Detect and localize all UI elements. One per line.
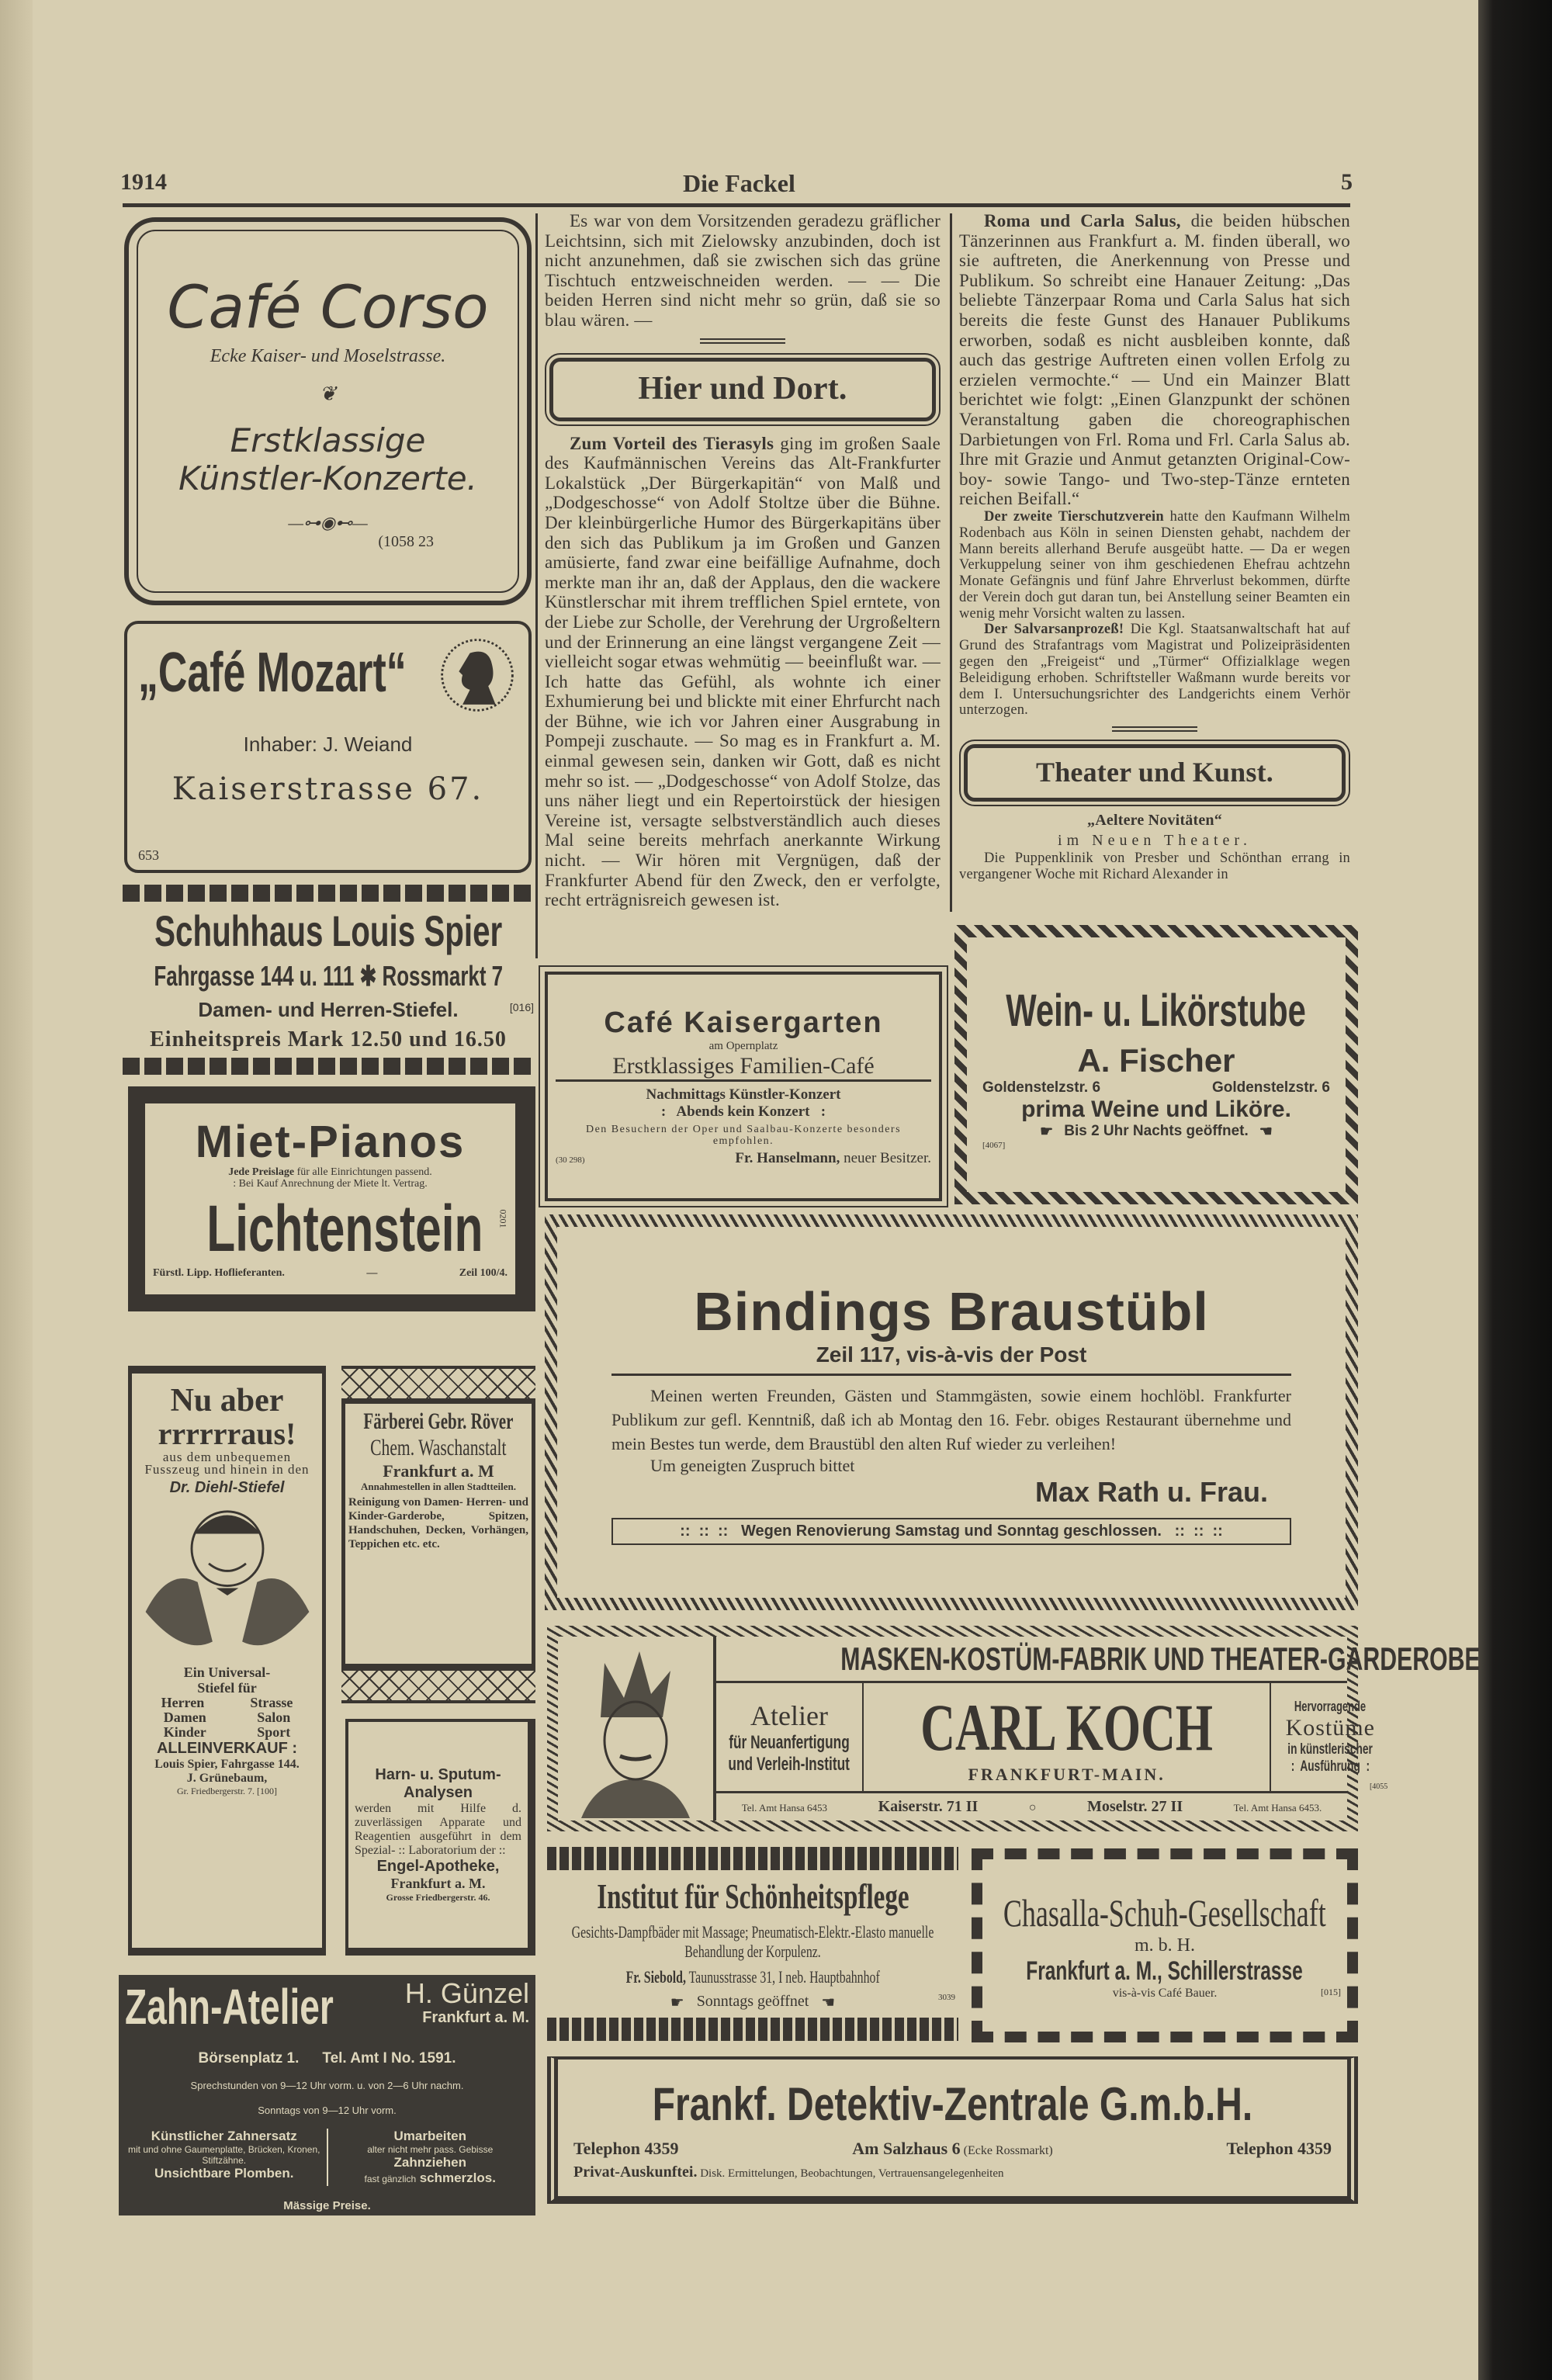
ad-text: Künstler-Konzerte.: [178, 459, 477, 497]
ad-notice: :: :: :: Wegen Renovierung Samstag und Sonntag geschlossen. :: :: ::: [611, 1518, 1291, 1545]
ad-seller: Louis Spier, Fahrgasse 144.: [154, 1758, 300, 1771]
article-body: ging im großen Saale des Kaufmännischen Vereins das Alt-Frankfurter Lokalstück „Der Bürgerkapitän“ von Malß und „Dodgeschosse“ von Adolf Stoltze über die Bühne. Der kleinbürgerliche Humor des Bürgerkapitäns über den sich das Publikum ja im Großen und Ganzen amüsierte, fand zwar eine beifällige Aufnahme, doch merkte man ihr an, daß der Applaus, den die wackere Künstlerschar mit ihrem trefflichen Spiel erntete, von der Liebe zur Scholle, der Verehrung der Urgroßeltern und der Erinnerung an eine längst vergangene Zeit — vielleicht sogar etwas wehmütig — beeinflußt war. — Ich hatte das Gefühl, als wohnte ich einer Exhumierung bei und blickte mit einer Ehrfurcht nach der Bühne, wie ich vor Jahren einer Ausgrabung in Pompeji zuschaute. — So mag es in Frankfurt a. M. einmal gewesen sein, danken wir Gott, daß es nicht mehr so ist. — „Dodgeschosse“ von Adolf Stolze, das uns näher liegt und ein Repertoirstück der hiesigen Vereine ist, versagte selbstverständlich auch dieses Mal seine bereits mehrfach anerkannte Wirkung nicht. — Wir hören mit Vergnügen, daß der Frankfurter Abend für den Zweck, den er verfolgte, recht erträgnisreich gewesen ist.: [545, 433, 941, 910]
ad-address: Zeil 117, vis-à-vis der Post: [611, 1342, 1291, 1376]
ad-title: Chasalla-Schuh-Gesellschaft: [1003, 1891, 1326, 1935]
ad-title: Bindings Braustübl: [694, 1280, 1209, 1342]
ad-address: Frankfurt a. M., Schillerstrasse: [1026, 1956, 1304, 1986]
ad-address: Kaiserstrasse 67.: [171, 771, 484, 807]
ad-text: Disk. Ermittelungen, Beobachtungen, Vertrauensangelegenheiten: [697, 2167, 1004, 2180]
ad-footer: Mässige Preise.: [283, 2198, 371, 2212]
ad-phone: Tel. Amt Hansa 6453: [741, 1802, 828, 1814]
ad-address: Fahrgasse 144 u. 111 ✱ Rossmarkt 7: [154, 960, 503, 993]
ad-address: Goldenstelzstr. 6: [1211, 1079, 1330, 1096]
ad-text: : Abends kein Konzert :: [660, 1103, 826, 1120]
ad-code: (1058 23: [378, 532, 434, 550]
divider: [700, 338, 785, 344]
ad-title: Café Corso: [167, 272, 489, 341]
ad-address: Goldenstelzstr. 6: [982, 1079, 1101, 1096]
ad-address: Am Salzhaus 6: [852, 2138, 961, 2158]
ad-text: Erstklassige: [230, 421, 426, 459]
border-strip: [547, 2018, 958, 2041]
ad-hours: Sonntags von 9—12 Uhr vorm.: [258, 2104, 397, 2116]
ad-city: Frankfurt a. M.: [422, 2009, 529, 2026]
ad-text: schmerzlos.: [419, 2170, 496, 2186]
ad-hours: Sonntags geöffnet: [696, 1992, 809, 2010]
intro-paragraph: Es war von dem Vorsitzenden geradezu gräflicher Leichtsinn, sich mit Zielowsky anzubinden, doch ist nicht anzunehmen, daß sie zwischen sich das grüne Tischtuch entzweischneiden werden. — — Die beiden Herren sind nicht mehr so grün, daß sie so blau wären. —: [545, 211, 941, 330]
ad-owner: Inhaber: J. Weiand: [243, 733, 413, 756]
ad-owner: Fr. Siebold,: [625, 1966, 686, 1987]
ad-hours: Bis 2 Uhr Nachts geöffnet.: [1064, 1123, 1249, 1139]
ad-text: : Ausführung :: [1290, 1758, 1370, 1775]
article-body: Die Kgl. Staatsanwaltschaft hat auf Grund des Strafantrags vom Magistrat und Polizeipräsidenten gegen den „Freigeist“ und „Türmer“ Offizialklage wegen Beleidigung erhoben. Schriftsteller Waßmann wurde bereits vor dem I. Untersuchungsrichter des Landgerichts einem Verhör unterzogen.: [959, 622, 1350, 719]
ad-owner: A. Fischer: [1077, 1041, 1235, 1079]
ad-address: Grosse Friedbergerstr. 46.: [386, 1892, 490, 1903]
ad-price: Einheitspreis Mark 12.50 und 16.50: [150, 1027, 507, 1051]
ad-text: alter nicht mehr pass. Gebisse: [367, 2144, 494, 2156]
cartoon-man-with-boots-illustration: [138, 1497, 317, 1660]
article-lead: Der zweite Tierschutzverein: [984, 508, 1164, 525]
ad-text: und Verleih-Institut: [728, 1753, 850, 1775]
ad-text: Meinen werten Freunden, Gästen und Stammgästen, sowie einem hochlöbl. Frankfurter Publikum zur gefl. Kenntniß, daß ich ab Montag den 16. Febr. obiges Restaurant übernehme und mein Bestes tun werde, dem Braustübl den alten Ruf wieder zu verleihen!: [611, 1385, 1291, 1453]
ad-brand: Lichtenstein: [206, 1192, 483, 1265]
pointing-hand-right-icon: ☛: [1040, 1123, 1054, 1140]
ad-detektiv-zentrale: [547, 2056, 1358, 2204]
ad-phone: Telephon 4359: [1226, 2138, 1332, 2158]
ad-text: fast gänzlich: [364, 2174, 417, 2185]
ornament-icon: ❦: [319, 382, 337, 405]
ad-text: Reinigung von Damen- Herren- und Kinder-Garderobe, Spitzen, Handschuhen, Decken, Vorhängen, Teppichen etc. etc.: [348, 1496, 528, 1550]
ad-code: 3039: [938, 1992, 955, 2002]
ad-title: Färberei Gebr. Röver: [363, 1408, 514, 1434]
grid-cell: Strasse: [250, 1695, 293, 1710]
page-gutter: [0, 0, 33, 2380]
ad-text: Annahmestellen in allen Stadtteilen.: [360, 1481, 517, 1492]
ad-text: Hervorragende: [1294, 1699, 1367, 1714]
ad-likoerstube-fischer: [954, 925, 1358, 1204]
ad-text: —: [366, 1267, 378, 1279]
ad-text: Unsichtbare Plomben.: [154, 2166, 294, 2181]
ad-text: Nachmittags Künstler-Konzert: [646, 1086, 841, 1103]
section-title: Theater und Kunst.: [1035, 757, 1273, 788]
ad-miet-pianos: [128, 1086, 535, 1311]
article-salvarsan: [959, 622, 1350, 719]
section-title: Hier und Dort.: [638, 370, 847, 407]
ad-address: Moselstr. 27 II: [1086, 1798, 1183, 1815]
grid-cell: Herren: [161, 1695, 205, 1710]
ad-text: Fürstl. Lipp. Hoflieferanten.: [153, 1267, 285, 1279]
theater-body: Die Puppenklinik von Presber und Schönthan errang in vergangener Woche mit Richard Alexander in: [959, 850, 1350, 883]
right-column: [959, 211, 1350, 883]
ad-title: Wein- u. Likörstube: [1006, 985, 1307, 1036]
ad-phone: Tel. Amt Hansa 6453.: [1233, 1802, 1322, 1814]
ad-cafe-corso: [124, 217, 532, 605]
ad-code: [4055: [1369, 1782, 1388, 1791]
ad-owner: Fr. Hanselmann,: [735, 1149, 840, 1166]
ad-code: (30 298): [556, 1155, 585, 1165]
header-page-number: 5: [1341, 169, 1353, 195]
header-title: Die Fackel: [683, 169, 795, 197]
ad-text: : Bei Kauf Anrechnung der Miete lt. Vertrag.: [233, 1178, 428, 1190]
article-salus: [959, 211, 1350, 509]
grid-cell: Sport: [257, 1724, 291, 1740]
article-tierschutz: [959, 509, 1350, 622]
ad-text: mit und ohne Gaumenplatte, Brücken, Kronen, Stiftzähne.: [128, 2144, 320, 2167]
ad-schuhhaus-spier: [123, 885, 534, 1075]
ad-location: am Opernplatz: [708, 1039, 778, 1052]
ad-city: Frankfurt a. M: [383, 1461, 494, 1481]
article-tierasyl: [545, 434, 941, 910]
ad-subtitle: Chem. Waschanstalt: [370, 1435, 507, 1460]
ad-address: Taunusstrasse 31, I neb. Hauptbahnhof: [685, 1966, 880, 1987]
ad-text: Ein Universal-: [183, 1665, 271, 1680]
book-binding: [1478, 0, 1552, 2380]
ad-text: Gesichts-Dampfbäder mit Massage; Pneumatisch-Elektr.-Elasto manuelle Behandlung der Korpulenz.: [571, 1922, 934, 1962]
ad-code: [015]: [1321, 1987, 1341, 1997]
decorative-band: [341, 1366, 535, 1401]
ad-title: Harn- u. Sputum-: [375, 1766, 501, 1783]
mozart-portrait-icon: [437, 635, 518, 715]
ad-chasalla-schuh: [972, 1848, 1358, 2042]
grid-cell: Salon: [257, 1710, 291, 1725]
ad-title: Schuhhaus Louis Spier: [154, 906, 503, 956]
border-strip: [123, 885, 534, 902]
ad-cafe-mozart: [124, 621, 532, 873]
article-lead: Roma und Carla Salus,: [984, 211, 1181, 230]
ad-carl-koch: [547, 1626, 1481, 1831]
ad-hours: Sprechstunden von 9—12 Uhr vorm. u. von 2—6 Uhr nachm.: [190, 2080, 464, 2092]
ad-faerberei-roever: [341, 1366, 535, 1703]
article-lead: Der Salvarsanprozeß!: [984, 622, 1124, 638]
decorative-band: [341, 1668, 535, 1703]
jester-portrait-illustration: [558, 1640, 713, 1818]
ad-text: Jede Preislage: [228, 1166, 295, 1178]
separator-circle-icon: ○: [1028, 1801, 1037, 1814]
ad-title: rrrrrraus!: [158, 1416, 296, 1451]
article-body: hatte den Kaufmann Wilhelm Rodenbach aus Köln in seinen Diensten gehabt, nachdem der Mann bereits allerhand Berufe ausgeübt hatte. — Da er wegen Verkuppelung seiner von ihm geschiedenen Ehefrau achtzehn Monate Gefängnis und fünf Jahre Ehrverlust bekommen, dürfte der Verein doch gut daran tun, bei Anstellung seiner Beamten ein wenig mehr Vorsicht walten zu lassen.: [959, 508, 1350, 622]
ad-tagline: Erstklassiges Familien-Café: [556, 1053, 931, 1082]
ad-title: MASKEN-KOSTÜM-FABRIK UND THEATER-GARDEROBE: [840, 1640, 1481, 1677]
ad-text: werden mit Hilfe d. zuverlässigen Apparate und Reagentien ausgeführt in dem Spezial- :: Laboratorium der ::: [355, 1802, 521, 1857]
ad-title: Analysen: [404, 1784, 473, 1801]
ad-text: Künstlicher Zahnersatz: [151, 2129, 297, 2144]
ad-phone: Tel. Amt I No. 1591.: [322, 2049, 456, 2066]
ad-brand: Dr. Diehl-Stiefel: [169, 1479, 285, 1496]
pointing-hand-left-icon: ☚: [821, 1994, 836, 2011]
ad-city: FRANKFURT-MAIN.: [968, 1764, 1166, 1784]
ad-phone: Telephon 4359: [573, 2138, 679, 2158]
grid-cell: Kinder: [163, 1724, 206, 1740]
ad-brand: CARL KOCH: [920, 1689, 1213, 1765]
ad-text: neuer Besitzer.: [840, 1149, 931, 1166]
ad-text: Privat-Auskunftei.: [573, 2163, 698, 2181]
ad-text: Umarbeiten: [393, 2129, 467, 2144]
ad-seller: J. Grünebaum,: [186, 1772, 268, 1785]
ad-text: Den Besuchern der Oper und Saalbau-Konzerte besonders empfohlen.: [585, 1123, 902, 1147]
pointing-hand-left-icon: ☚: [1259, 1123, 1273, 1140]
diehl-category-grid: [138, 1696, 316, 1740]
ad-address-note: (Ecke Rossmarkt): [960, 2143, 1053, 2157]
ad-owner: H. Günzel: [404, 1977, 529, 2009]
section-heading-theater: [964, 744, 1346, 802]
ad-diehl-stiefel: [128, 1366, 326, 1956]
grid-cell: Damen: [163, 1710, 206, 1725]
ad-text: m. b. H.: [1135, 1935, 1195, 1956]
ad-text: in künstlerischer: [1287, 1741, 1374, 1758]
ad-text: ALLEINVERKAUF :: [156, 1740, 298, 1757]
pointing-hand-right-icon: ☛: [670, 1994, 684, 2011]
ad-title: Nu aber: [170, 1383, 284, 1419]
ad-text: Um geneigten Zuspruch bittet: [650, 1455, 855, 1475]
ad-text: Stiefel für: [197, 1680, 257, 1696]
ad-text: für Neuanfertigung: [729, 1731, 850, 1753]
ad-code: 653: [138, 847, 159, 863]
ad-text: vis-à-vis Café Bauer.: [1112, 1987, 1218, 2000]
ad-title: Miet-Pianos: [195, 1117, 466, 1167]
ad-brand: Engel-Apotheke,: [376, 1858, 500, 1875]
border-strip: [547, 1847, 958, 1870]
ornament-icon: —⊶◉⊷—: [288, 512, 368, 532]
ad-address: Gr. Friedbergerstr. 7.: [176, 1786, 255, 1796]
ad-engel-apotheke: [345, 1719, 535, 1956]
ad-title: Frankf. Detektiv-Zentrale G.m.b.H.: [652, 2077, 1253, 2130]
theater-heading: „Aeltere Novitäten“: [1087, 812, 1222, 830]
section-heading-hier-und-dort: [549, 358, 936, 421]
ad-title: Institut für Schönheitspflege: [596, 1876, 909, 1917]
border-strip: [123, 1058, 534, 1075]
header-rule: [123, 203, 1350, 207]
column-divider: [950, 213, 952, 912]
ad-address: Kaiserstr. 71 II: [878, 1798, 979, 1815]
middle-column: [545, 211, 941, 910]
ad-zahn-atelier: [119, 1975, 535, 2215]
ad-city: Frankfurt a. M.: [390, 1876, 486, 1891]
ad-title: „Café Mozart“: [138, 642, 407, 704]
ad-text: Atelier: [750, 1699, 828, 1731]
ad-bindings-braustuebl: [545, 1214, 1358, 1610]
ad-cafe-kaisergarten: [545, 972, 942, 1201]
divider: [1112, 726, 1197, 732]
ad-signature: Max Rath u. Frau.: [1034, 1475, 1268, 1508]
ad-title: Café Kaisergarten: [604, 1006, 883, 1039]
ad-text: für alle Einrichtungen passend.: [294, 1166, 432, 1178]
ad-address: Börsenplatz 1.: [198, 2049, 300, 2066]
header-year: 1914: [120, 169, 167, 195]
ad-address: Ecke Kaiser- und Moselstrasse.: [210, 345, 446, 366]
ad-title: Zahn-Atelier: [125, 1979, 334, 2035]
ad-code: [4067]: [982, 1140, 1006, 1150]
ad-institut-schoenheitspflege: [547, 1847, 958, 2041]
ad-text: aus dem unbequemen Fusszeug und hinein in den: [144, 1450, 310, 1477]
column-divider: [535, 213, 538, 958]
ad-tagline: prima Weine und Liköre.: [1021, 1096, 1291, 1122]
article-lead: Zum Vorteil des Tierasyls: [570, 433, 774, 453]
ad-text: Zahnziehen: [393, 2155, 466, 2170]
ad-text: Damen- und Herren-Stiefel.: [198, 997, 459, 1021]
article-body: die beiden hübschen Tänzerinnen aus Frankfurt a. M. finden überall, wo sie auftreten, die Anerkennung von Presse und Publikum. So schreibt eine Hanauer Zeitung: „Das beliebte Tänzerpaar Roma und Carla Salus hat sich bereits die feste Gunst des Hanauer Publikums erworben, sodaß es nicht ausbleiben konnte, daß auch das gestrige Auftreten einen vollen Erfolg zu erzielen vermochte.“ — Und ein Mainzer Blatt berichtet wie folgt: „Einen Glanzpunkt der schönen Veranstaltung gaben die choreographischen Darbietungen von Frl. Roma und Frl. Carla Salus ab. Ihre mit Grazie und Anmut getanzten Original-Cow-boy- sowie Tango- und Two-step-Tänze ernteten reichen Beifall.“: [959, 211, 1350, 509]
ad-text: Kostüme: [1285, 1715, 1375, 1741]
theater-subheading: im Neuen Theater.: [1058, 831, 1252, 849]
ad-code: [016]: [509, 1000, 534, 1013]
ad-code: [100]: [257, 1786, 278, 1796]
ad-address: Zeil 100/4.: [459, 1267, 508, 1279]
ad-code: 0201: [497, 1209, 509, 1228]
